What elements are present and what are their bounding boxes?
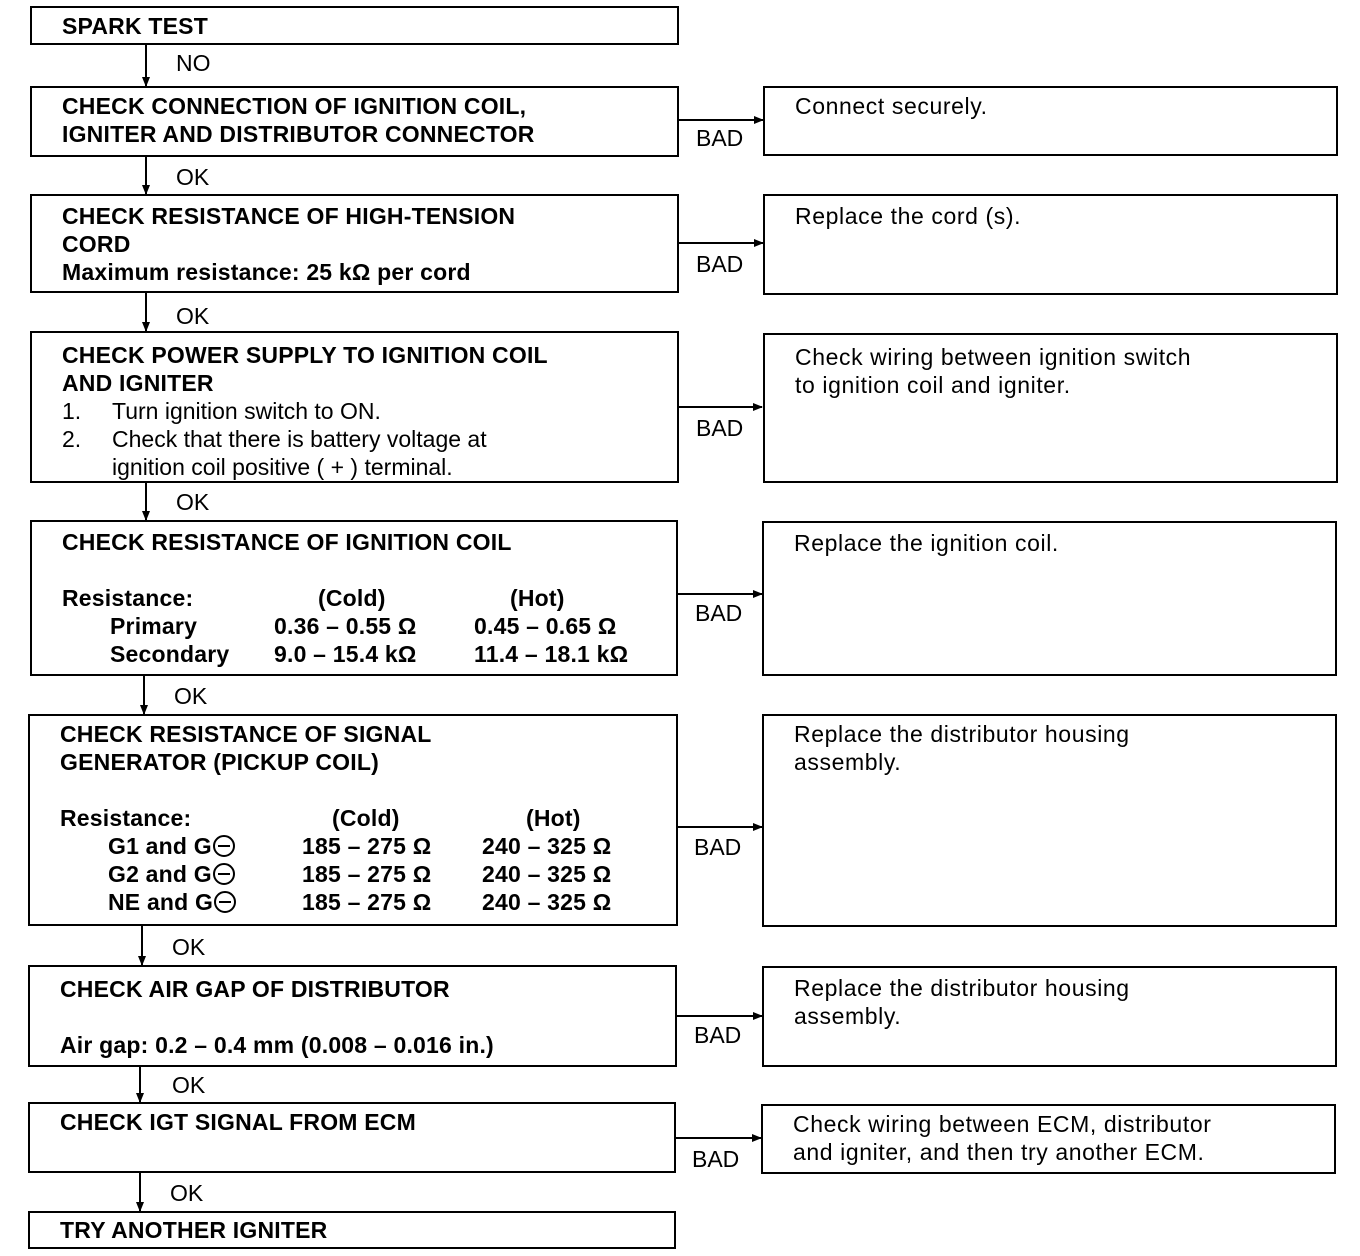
step-spec: Air gap: 0.2 – 0.4 mm (0.008 – 0.016 in.) xyxy=(60,1032,494,1058)
bad-label: BAD xyxy=(695,600,743,626)
no-label: NO xyxy=(176,50,211,76)
remedy-text: Replace the distributor housing xyxy=(794,721,1130,747)
step-check-ignition-coil xyxy=(30,520,678,676)
step-title-line: CHECK POWER SUPPLY TO IGNITION COIL xyxy=(62,342,548,368)
bad-label: BAD xyxy=(694,1022,742,1048)
cold-value: 9.0 – 15.4 kΩ xyxy=(274,641,417,667)
bad-label: BAD xyxy=(696,415,744,441)
step-title-line: CHECK CONNECTION OF IGNITION COIL, xyxy=(62,93,527,119)
step-check-connection xyxy=(30,86,679,157)
ok-label: OK xyxy=(172,934,206,960)
step-check-signal-generator xyxy=(28,714,678,926)
instruction-text: ignition coil positive ( + ) terminal. xyxy=(112,454,453,480)
remedy-connect-securely xyxy=(763,86,1338,156)
bad-label: BAD xyxy=(696,125,744,151)
hot-header: (Hot) xyxy=(526,805,581,831)
step-title-line: IGNITER AND DISTRIBUTOR CONNECTOR xyxy=(62,121,535,147)
cold-value: 185 – 275 Ω xyxy=(302,833,432,859)
step-check-igt-signal xyxy=(28,1102,676,1173)
instruction-text: Check that there is battery voltage at xyxy=(112,426,487,452)
bad-label: BAD xyxy=(692,1146,740,1172)
remedy-text: to ignition coil and igniter. xyxy=(795,372,1071,398)
step-check-air-gap xyxy=(28,965,677,1067)
bad-label: BAD xyxy=(694,834,742,860)
instruction-text: Turn ignition switch to ON. xyxy=(112,398,381,424)
ok-label: OK xyxy=(176,164,210,190)
final-step-title: TRY ANOTHER IGNITER xyxy=(60,1217,328,1243)
hot-value: 240 – 325 Ω xyxy=(482,833,612,859)
step-title-line: CHECK AIR GAP OF DISTRIBUTOR xyxy=(60,976,450,1002)
hot-header: (Hot) xyxy=(510,585,565,611)
remedy-replace-distributor-housing-2 xyxy=(762,966,1337,1067)
step-title-line: GENERATOR (PICKUP COIL) xyxy=(60,749,379,775)
step-spec: Maximum resistance: 25 kΩ per cord xyxy=(62,259,471,285)
bad-label: BAD xyxy=(696,251,744,277)
ok-label: OK xyxy=(172,1072,206,1098)
remedy-text: Connect securely. xyxy=(795,93,988,119)
remedy-text: assembly. xyxy=(794,1003,902,1029)
spark-test-title: SPARK TEST xyxy=(62,13,208,39)
g-minus-icon xyxy=(213,863,235,885)
terminal-pair xyxy=(108,888,236,916)
remedy-check-wiring-ecm xyxy=(761,1104,1336,1174)
g-minus-icon xyxy=(214,891,236,913)
remedy-text: Check wiring between ignition switch xyxy=(795,344,1192,370)
hot-value: 240 – 325 Ω xyxy=(482,861,612,887)
cold-header: (Cold) xyxy=(318,585,386,611)
remedy-replace-cord xyxy=(763,194,1338,295)
remedy-check-wiring-switch xyxy=(763,333,1338,483)
cold-value: 185 – 275 Ω xyxy=(302,889,432,915)
terminal-pair xyxy=(108,860,235,888)
row-name: Primary xyxy=(110,613,198,639)
ok-label: OK xyxy=(176,303,210,329)
resistance-label: Resistance: xyxy=(60,805,192,831)
step-title-line: CORD xyxy=(62,231,131,257)
step-try-another-igniter xyxy=(28,1211,676,1249)
cold-header: (Cold) xyxy=(332,805,400,831)
remedy-text: assembly. xyxy=(794,749,902,775)
step-title-line: AND IGNITER xyxy=(62,370,214,396)
row-name: NE and G xyxy=(108,889,214,915)
resistance-label: Resistance: xyxy=(62,585,194,611)
spark-test-box xyxy=(30,6,679,45)
instruction-number: 1. xyxy=(62,398,82,424)
remedy-replace-ignition-coil xyxy=(762,521,1337,676)
hot-value: 240 – 325 Ω xyxy=(482,889,612,915)
cold-value: 185 – 275 Ω xyxy=(302,861,432,887)
ok-label: OK xyxy=(174,683,208,709)
step-title-line: CHECK IGT SIGNAL FROM ECM xyxy=(60,1109,416,1135)
row-name: Secondary xyxy=(110,641,230,667)
cold-value: 0.36 – 0.55 Ω xyxy=(274,613,417,639)
instruction-number: 2. xyxy=(62,426,82,452)
step-title-line: CHECK RESISTANCE OF SIGNAL xyxy=(60,721,432,747)
step-check-high-tension-cord xyxy=(30,194,679,293)
hot-value: 0.45 – 0.65 Ω xyxy=(474,613,617,639)
row-name: G1 and G xyxy=(108,833,212,859)
remedy-text: Replace the cord (s). xyxy=(795,203,1022,229)
step-title-line: CHECK RESISTANCE OF HIGH-TENSION xyxy=(62,203,516,229)
remedy-text: Replace the distributor housing xyxy=(794,975,1130,1001)
remedy-text: and igniter, and then try another ECM. xyxy=(793,1139,1205,1165)
g-minus-icon xyxy=(213,835,235,857)
remedy-text: Replace the ignition coil. xyxy=(794,530,1059,556)
ok-label: OK xyxy=(176,489,210,515)
remedy-text: Check wiring between ECM, distributor xyxy=(793,1111,1212,1137)
terminal-pair xyxy=(108,832,235,860)
step-title-line: CHECK RESISTANCE OF IGNITION COIL xyxy=(62,529,512,555)
remedy-replace-distributor-housing xyxy=(762,714,1337,927)
hot-value: 11.4 – 18.1 kΩ xyxy=(474,641,629,667)
step-check-power-supply xyxy=(30,331,679,483)
row-name: G2 and G xyxy=(108,861,212,887)
ok-label: OK xyxy=(170,1180,204,1206)
